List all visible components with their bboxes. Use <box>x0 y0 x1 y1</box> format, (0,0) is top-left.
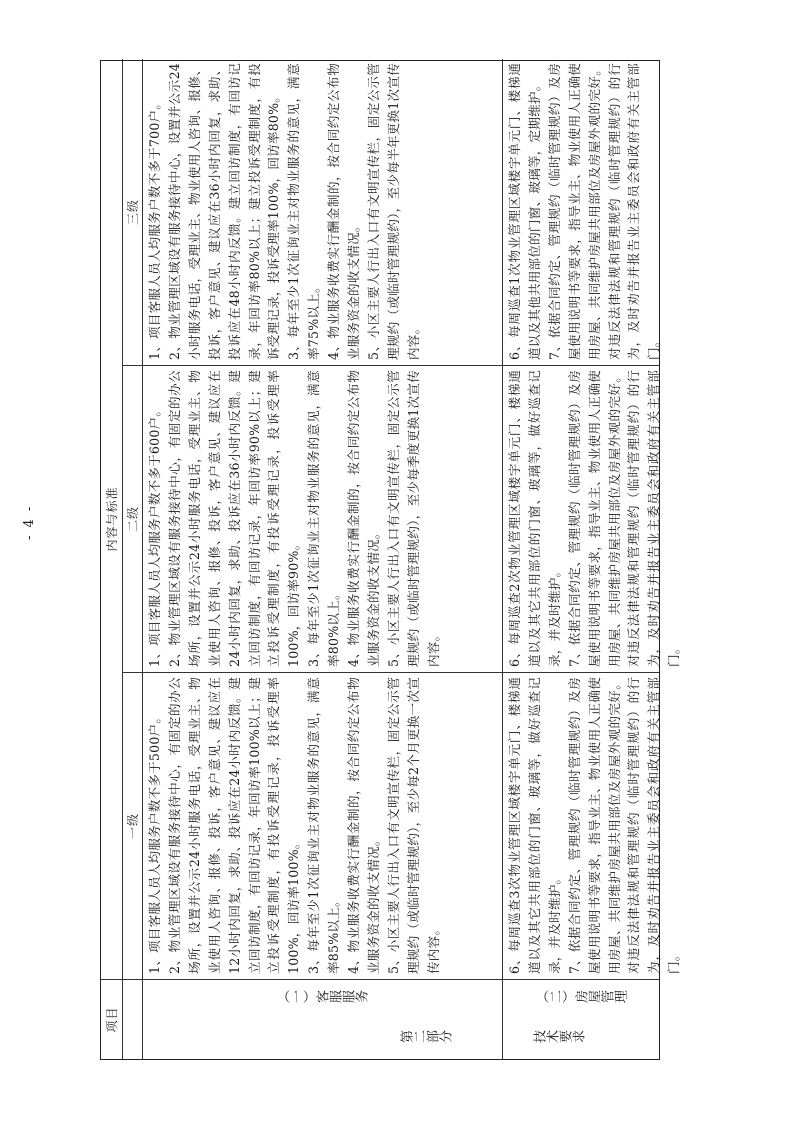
list-item: 4、物业服务收费实行酬金制的，按合同约定公布物业服务资金的收支情况。 <box>346 370 381 667</box>
list-item: 5、小区主要人行出入口有文明宣传栏，固定公示管理规约（或临时管理规约），至少每2个月更换一次宣传内容。 <box>385 677 441 974</box>
table-header-row-2 <box>123 59 143 1059</box>
header-level-3: 三级 <box>126 199 140 226</box>
part-sub-label: 技术要求 <box>533 1031 585 1046</box>
header-project-span <box>123 979 142 1059</box>
list-item: 7、依据合同约定、管理规约（临时管理规约）及房屋使用说明书等要求，指导业主、物业使用人正确使用房屋、共同维护房屋共用部位及房屋外观的完好。对违反法律法规和管理规约（临时管理规约）的行为，及时劝告并报告业主委员会和政府有关主管部门。 <box>566 370 682 667</box>
list-item: 6、每周巡查2次物业管理区域楼宇单元门、楼梯通道以及其它共用部位的门窗、玻璃等，做好巡查记录，并及时维护。 <box>507 370 562 667</box>
section-label-customer-service: （一）客服服务 <box>277 991 368 1006</box>
customer-service-level-2 <box>143 365 502 672</box>
list-item: 1、项目客服人员人均服务户数不多于600户。 <box>147 403 162 667</box>
list-item: 6、每周巡查3次物业管理区域楼宇单元门、楼梯通道以及其它共用部位的门窗、玻璃等，做好巡查记录，并及时维护。 <box>507 677 562 974</box>
table-header-row-1 <box>101 59 123 1059</box>
list-item: 2、物业管理区域设有服务接待中心，设置并公示24小时服务电话，受理业主、物业使用人咨询、报修、投诉，客户意见、建议应在36小时内回复，求助、投诉应在48小时内反馈。建立回访制度，有回访记录，年回访率80%以上；建立投诉受理制度，有投诉受理记录，投诉受理率100%，回访率80%。 <box>166 63 282 360</box>
list-item: 4、物业服务收费实行酬金制的，按合同约定公布物业服务资金的收支情况。 <box>326 63 362 360</box>
list-item: 5、小区主要人行出入口有文明宣传栏，固定公示管理规约（或临时管理规约），至少每季度更换1次宣传内容。 <box>385 370 441 667</box>
list-item: 3、每年至少1次征询业主对物业服务的意见，满意率75%以上。 <box>286 63 322 360</box>
part-and-section-cell-2 <box>503 979 659 1059</box>
service-standard-table <box>100 60 682 1060</box>
header-content-standard: 内容与标准 <box>105 486 119 552</box>
list-item: 1、项目客服人员人均服务户数不多于500户。 <box>147 710 162 974</box>
housing-management-level-1 <box>503 672 682 979</box>
housing-management-level-2 <box>503 365 682 672</box>
list-item: 3、每年至少1次征询业主对物业服务的意见，满意率85%以上。 <box>306 677 342 974</box>
list-item: 1、项目客服人员人均服务户数不多于700户。 <box>147 96 162 360</box>
section-label-housing-management: （二）房屋管理 <box>535 991 627 1006</box>
header-level-2: 二级 <box>123 365 142 672</box>
housing-management-level-3 <box>503 59 662 365</box>
list-item: 6、每周巡查1次物业管理区域楼宇单元门、楼梯通道以及其他共用部位的门窗、玻璃等，定期维护。 <box>507 63 542 360</box>
part-and-section-cell <box>143 979 502 1059</box>
page-number: - 4 - <box>22 504 37 540</box>
table-row-customer-service <box>143 59 503 1059</box>
part-label: 第二部分 <box>400 1031 452 1046</box>
table-row-housing-management <box>503 59 682 1059</box>
customer-service-level-3 <box>143 59 502 365</box>
header-level-1: 一级 <box>123 672 142 979</box>
list-item: 2、物业管理区域设有服务接待中心，有固定的办公场所，设置并公示24小时服务电话，受理业主、物业使用人咨询、报修、投诉，客户意见、建议应在24小时内回复，求助、投诉应在36小时内反馈。建立回访制度，有回访记录，年回访率90%以上；建立投诉受理制度，有投诉受理记录，投诉受理率100%，回访率90%。 <box>166 370 302 667</box>
list-item: 7、依据合同约定、管理规约（临时管理规约）及房屋使用说明书等要求，指导业主、物业使用人正确使用房屋、共同维护房屋共用部位及房屋外观的完好。对违反法律法规和管理规约（临时管理规约）的行为，及时劝告并报告业主委员会和政府有关主管部门。 <box>566 677 682 974</box>
list-item: 3、每年至少1次征询业主对物业服务的意见，满意率80%以上。 <box>306 370 342 667</box>
list-item: 5、小区主要人行出入口有文明宣传栏，固定公示管理规约（或临时管理规约），至少每半年更换1次宣传内容。 <box>365 63 421 360</box>
header-project: 项目 <box>101 979 122 1059</box>
list-item: 4、物业服务收费实行酬金制的，按合同约定公布物业服务资金的收支情况。 <box>346 677 381 974</box>
list-item: 2、物业管理区域设有服务接待中心，有固定的办公场所，设置并公示24小时服务电话，受理业主、物业使用人咨询、报修、投诉，客户意见、建议应在12小时内回复，求助、投诉应在24小时内反馈。建立回访制度，有回访记录，年回访率100%以上；建立投诉受理制度，有投诉受理记录，投诉受理率100%，回访率100%。 <box>166 677 302 974</box>
customer-service-level-1 <box>143 672 502 979</box>
list-item: 7、依据合同约定、管理规约（临时管理规约）及房屋使用说明书等要求，指导业主、物业使用人正确使用房屋、共同维护房屋共用部位及房屋外观的完好。对违反法律法规和管理规约（临时管理规约）的行为，及时劝告并报告业主委员会和政府有关主管部门。 <box>546 63 662 360</box>
